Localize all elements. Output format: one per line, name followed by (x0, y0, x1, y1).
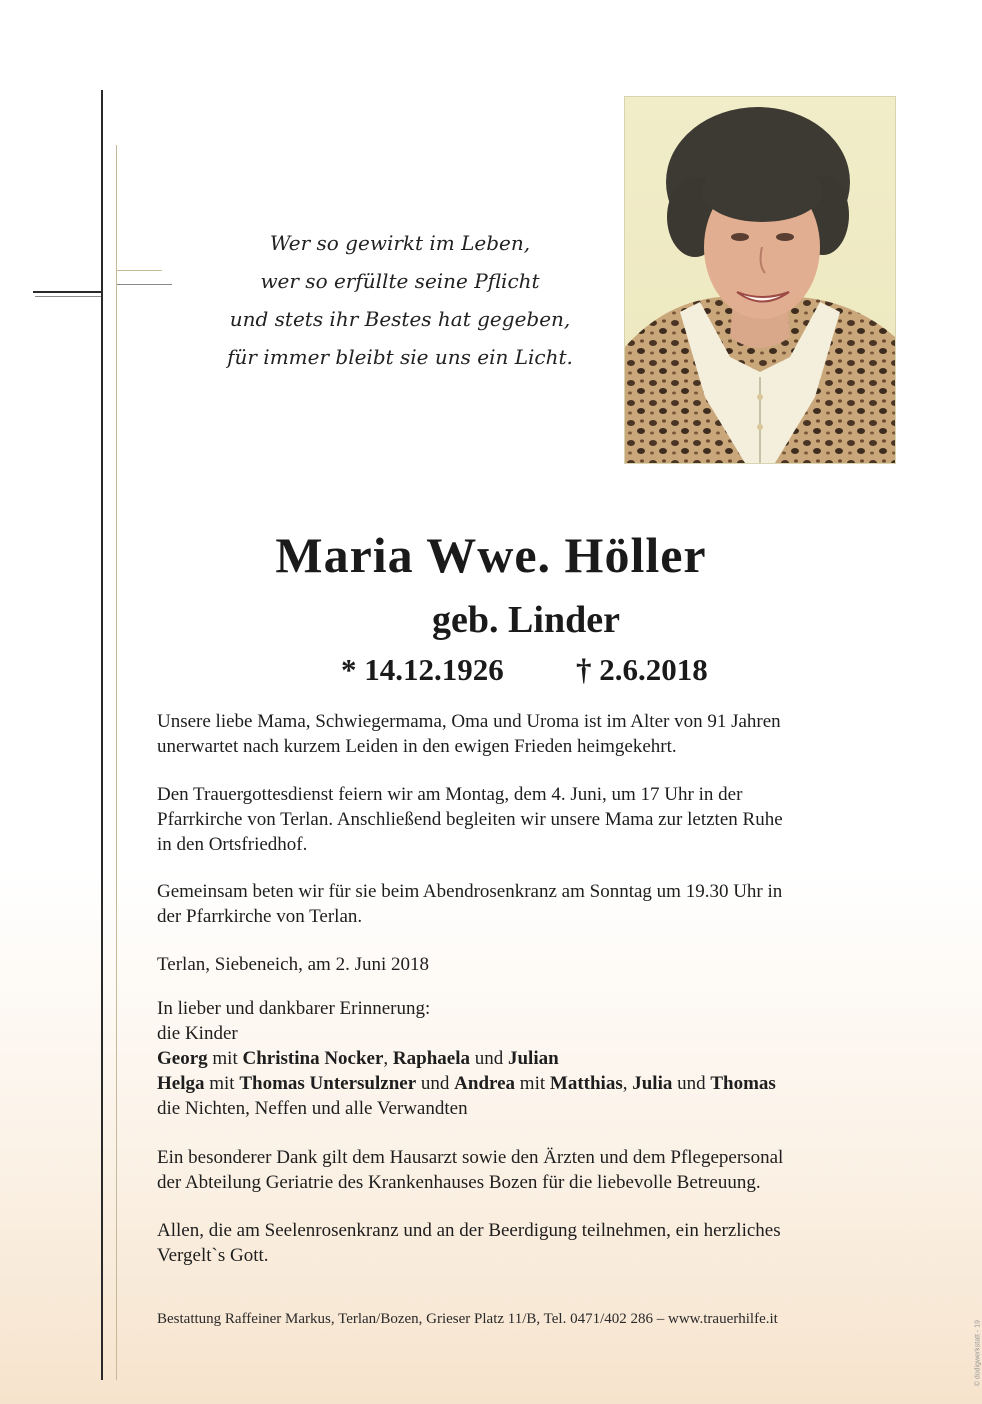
family-line-2: Helga mit Thomas Untersulzner und Andrea mit Matthias, Julia und Thomas (157, 1073, 776, 1094)
poem-line: Wer so gewirkt im Leben, (269, 231, 531, 255)
text-line: Allen, die am Seelenrosenkranz und an der Beerdigung teilnehmen, ein herzliches (157, 1220, 781, 1241)
mourners-block (157, 996, 899, 1121)
text-line: der Abteilung Geriatrie des Krankenhauses Bozen für die liebevolle Betreuung. (157, 1172, 761, 1193)
portrait-photo (625, 97, 895, 463)
text-line: der Pfarrkirche von Terlan. (157, 906, 363, 927)
text-line: Pfarrkirche von Terlan. Anschließend begleiten wir unsere Mama zur letzten Ruhe (157, 809, 783, 830)
text-line: Vergelt`s Gott. (157, 1245, 269, 1266)
memorial-poem (200, 224, 600, 376)
place-date-text: Terlan, Siebeneich, am 2. Juni 2018 (157, 954, 429, 975)
thanks-paragraph (157, 1145, 899, 1195)
children-label: die Kinder (157, 1023, 238, 1044)
text-line: Ein besonderer Dank gilt dem Hausarzt sowie den Ärzten und dem Pflegepersonal (157, 1147, 784, 1168)
relatives-line: die Nichten, Neffen und alle Verwandten (157, 1098, 468, 1119)
death-date: † 2.6.2018 (576, 652, 708, 687)
poem-line: und stets ihr Bestes hat gegeben, (229, 307, 571, 331)
poem-line: für immer bleibt sie uns ein Licht. (227, 345, 573, 369)
text-line: Den Trauergottesdienst feiern wir am Montag, dem 4. Juni, um 17 Uhr in der (157, 784, 743, 805)
poem-line: wer so erfüllte seine Pflicht (260, 269, 540, 293)
place-date (157, 952, 899, 977)
rosary-paragraph (157, 879, 899, 929)
text-line: in den Ortsfriedhof. (157, 834, 308, 855)
copyright-note: © dodigwerkstatt - 19 (974, 1320, 981, 1387)
deceased-name: Maria Wwe. Höller (275, 527, 707, 583)
text-line: Gemeinsam beten wir für sie beim Abendrosenkranz am Sonntag um 19.30 Uhr in (157, 881, 783, 902)
family-line-1: Georg mit Christina Nocker, Raphaela und Julian (157, 1048, 559, 1069)
service-paragraph (157, 782, 899, 857)
text-line: unerwartet nach kurzem Leiden in den ewigen Frieden heimgekehrt. (157, 736, 677, 757)
maiden-name: geb. Linder (432, 599, 620, 641)
funeral-home-footer: Bestattung Raffeiner Markus, Terlan/Bozen, Grieser Platz 11/B, Tel. 0471/402 286 – www.trauerhilfe.it (157, 1311, 778, 1327)
text-line: Unsere liebe Mama, Schwiegermama, Oma und Uroma ist im Alter von 91 Jahren (157, 711, 781, 732)
gratitude-paragraph (157, 1218, 899, 1268)
announcement-paragraph (157, 709, 899, 759)
birth-date: * 14.12.1926 (341, 652, 504, 687)
mourners-intro: In lieber und dankbarer Erinnerung: (157, 998, 431, 1019)
